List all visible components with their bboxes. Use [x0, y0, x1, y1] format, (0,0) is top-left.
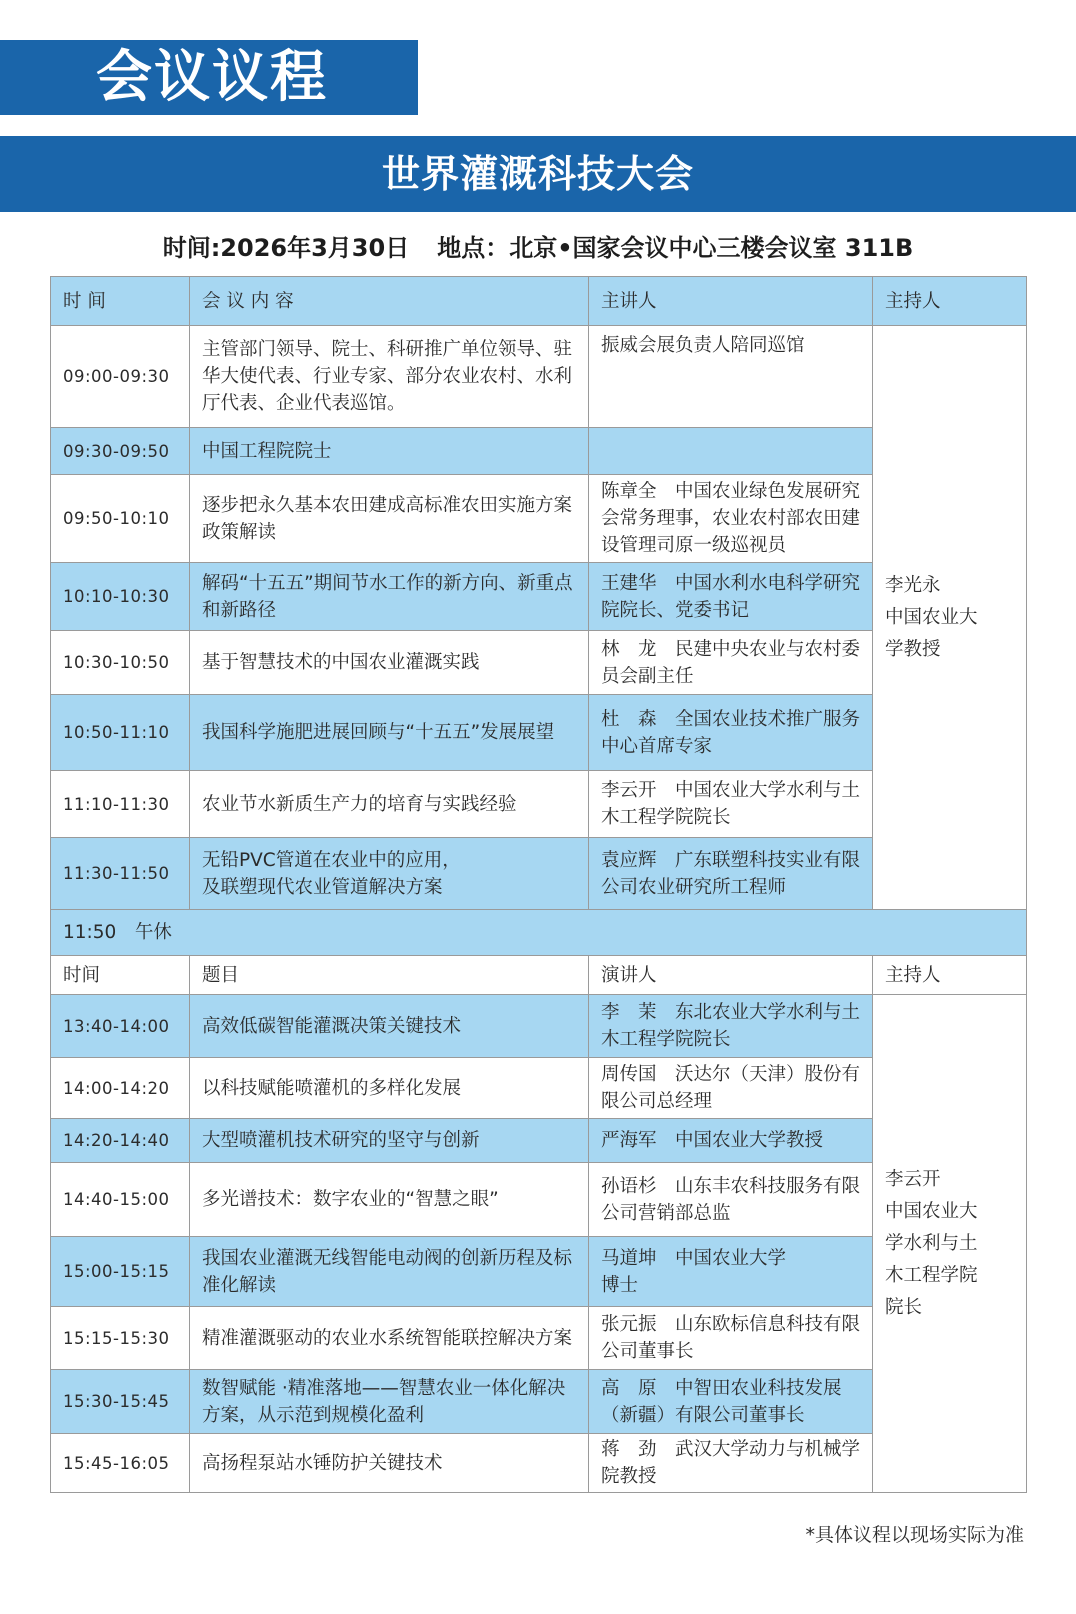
- session-time: 09:50-10:10: [51, 475, 190, 563]
- session-time: 15:00-15:15: [51, 1237, 190, 1307]
- col-header-content: 会 议 内 容: [190, 277, 589, 326]
- col-header-topic: 题目: [190, 956, 589, 995]
- session-time: 13:40-14:00: [51, 995, 190, 1058]
- session-content: 逐步把永久基本农田建成高标准农田实施方案政策解读: [190, 475, 589, 563]
- afternoon-host: 李云开 中国农业大 学水利与土 木工程学院 院长: [873, 995, 1027, 1493]
- morning-header-row: [51, 277, 1027, 326]
- conference-title-banner: 世界灌溉科技大会: [0, 136, 1076, 212]
- session-time: 10:10-10:30: [51, 563, 190, 631]
- session-content: 解码“十五五”期间节水工作的新方向、新重点和新路径: [190, 563, 589, 631]
- session-speaker: 蒋 劲 武汉大学动力与机械学院教授: [589, 1434, 873, 1493]
- session-speaker: 振威会展负责人陪同巡馆: [589, 326, 873, 428]
- lunch-row: [51, 910, 1027, 956]
- event-place: 地点：北京•国家会议中心三楼会议室 311B: [437, 234, 914, 262]
- session-speaker: 林 龙 民建中央农业与农村委员会副主任: [589, 631, 873, 695]
- session-time: 11:30-11:50: [51, 838, 190, 910]
- col-header-speaker: 主讲人: [589, 277, 873, 326]
- session-content: 高效低碳智能灌溉决策关键技术: [190, 995, 589, 1058]
- session-speaker: 陈章全 中国农业绿色发展研究会常务理事，农业农村部农田建设管理司原一级巡视员: [589, 475, 873, 563]
- session-time: 11:10-11:30: [51, 771, 190, 838]
- session-content: 主管部门领导、院士、科研推广单位领导、驻华大使代表、行业专家、部分农业农村、水利厅代表、企业代表巡馆。: [190, 326, 589, 428]
- table-row: [51, 326, 1027, 428]
- col-header-host: 主持人: [873, 277, 1027, 326]
- col-header-host: 主持人: [873, 956, 1027, 995]
- session-speaker: 杜 森 全国农业技术推广服务中心首席专家: [589, 695, 873, 771]
- session-content: 以科技赋能喷灌机的多样化发展: [190, 1058, 589, 1119]
- col-header-speaker: 演讲人: [589, 956, 873, 995]
- session-time: 09:00-09:30: [51, 326, 190, 428]
- session-speaker: 李 茉 东北农业大学水利与土木工程学院院长: [589, 995, 873, 1058]
- session-speaker: 张元振 山东欧标信息科技有限公司董事长: [589, 1307, 873, 1370]
- section-title-banner: 会议议程: [0, 40, 418, 115]
- session-speaker: [589, 428, 873, 475]
- lunch-break: 11:50 午休: [51, 910, 1027, 956]
- session-time: 15:15-15:30: [51, 1307, 190, 1370]
- session-time: 14:00-14:20: [51, 1058, 190, 1119]
- agenda-table: [50, 276, 1027, 1493]
- table-row: [51, 995, 1027, 1058]
- session-speaker: 高 原 中智田农业科技发展（新疆）有限公司董事长: [589, 1370, 873, 1434]
- session-time: 10:50-11:10: [51, 695, 190, 771]
- session-content: 中国工程院院士: [190, 428, 589, 475]
- session-content: 精准灌溉驱动的农业水系统智能联控解决方案: [190, 1307, 589, 1370]
- session-time: 15:30-15:45: [51, 1370, 190, 1434]
- session-content: 我国科学施肥进展回顾与“十五五”发展展望: [190, 695, 589, 771]
- session-content: 农业节水新质生产力的培育与实践经验: [190, 771, 589, 838]
- footnote: *具体议程以现场实际为准: [805, 1524, 1024, 1546]
- session-time: 15:45-16:05: [51, 1434, 190, 1493]
- session-content: 高扬程泵站水锤防护关键技术: [190, 1434, 589, 1493]
- session-content: 我国农业灌溉无线智能电动阀的创新历程及标准化解读: [190, 1237, 589, 1307]
- col-header-time: 时 间: [51, 277, 190, 326]
- col-header-time: 时间: [51, 956, 190, 995]
- session-content: 基于智慧技术的中国农业灌溉实践: [190, 631, 589, 695]
- afternoon-header-row: [51, 956, 1027, 995]
- session-content: 无铅PVC管道在农业中的应用， 及联塑现代农业管道解决方案: [190, 838, 589, 910]
- session-content: 数智赋能 ·精准落地——智慧农业一体化解决方案，从示范到规模化盈利: [190, 1370, 589, 1434]
- session-speaker: 王建华 中国水利水电科学研究院院长、党委书记: [589, 563, 873, 631]
- session-speaker: 袁应辉 广东联塑科技实业有限公司农业研究所工程师: [589, 838, 873, 910]
- session-content: 多光谱技术：数字农业的“智慧之眼”: [190, 1163, 589, 1237]
- session-speaker: 周传国 沃达尔（天津）股份有限公司总经理: [589, 1058, 873, 1119]
- session-speaker: 严海军 中国农业大学教授: [589, 1119, 873, 1163]
- session-speaker: 孙语杉 山东丰农科技服务有限公司营销部总监: [589, 1163, 873, 1237]
- session-content: 大型喷灌机技术研究的坚守与创新: [190, 1119, 589, 1163]
- session-speaker: 马道坤 中国农业大学 博士: [589, 1237, 873, 1307]
- session-time: 14:20-14:40: [51, 1119, 190, 1163]
- session-time: 10:30-10:50: [51, 631, 190, 695]
- event-time: 时间:2026年3月30日: [162, 234, 410, 262]
- session-speaker: 李云开 中国农业大学水利与土木工程学院院长: [589, 771, 873, 838]
- event-meta: [0, 228, 1076, 268]
- session-time: 14:40-15:00: [51, 1163, 190, 1237]
- morning-host: 李光永 中国农业大 学教授: [873, 326, 1027, 910]
- session-time: 09:30-09:50: [51, 428, 190, 475]
